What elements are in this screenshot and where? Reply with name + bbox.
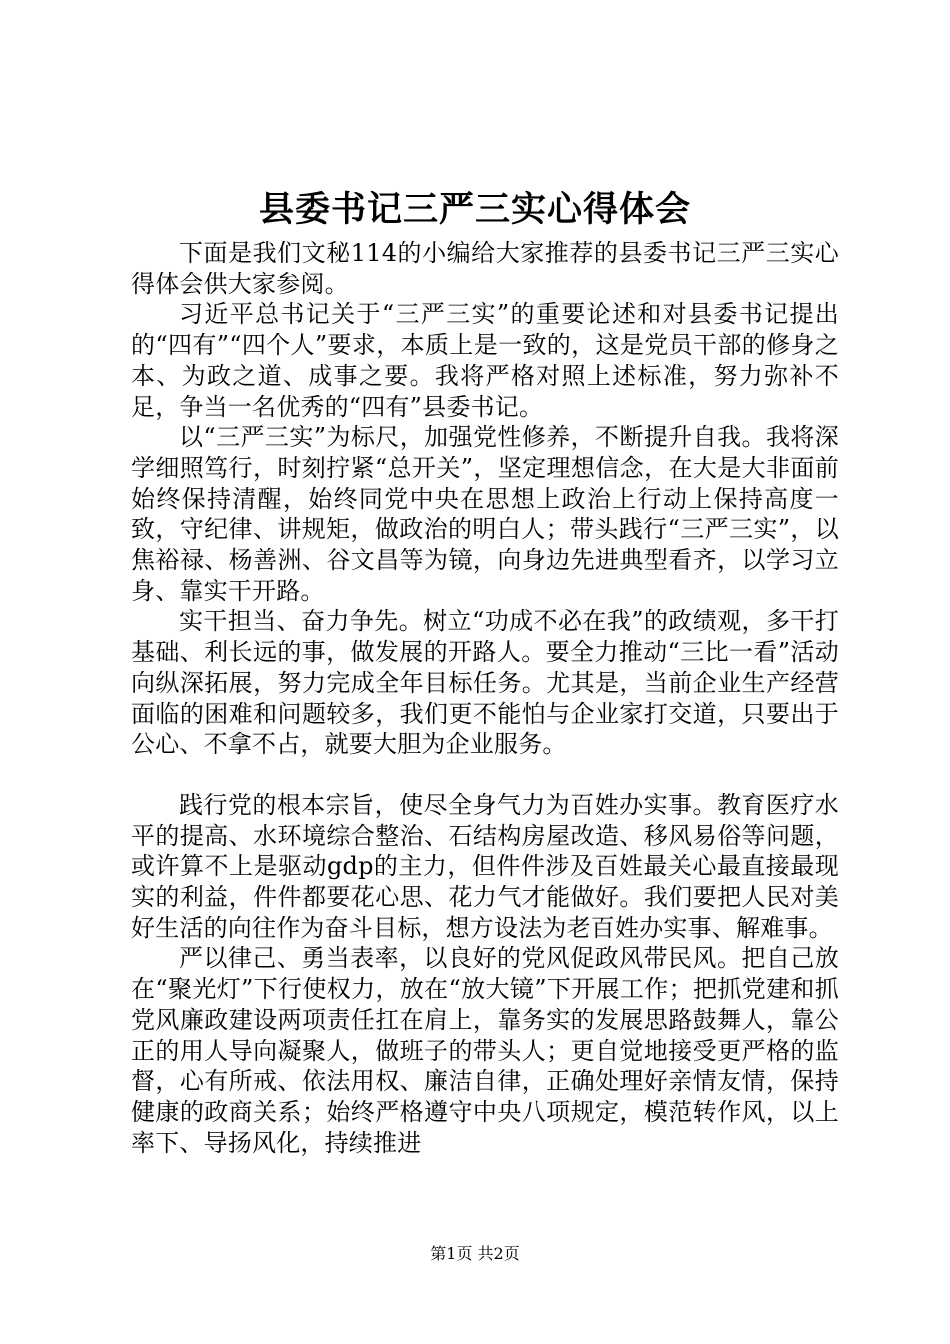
paragraph-5: 严以律己、勇当表率，以良好的党风促政风带民风。把自己放在“聚光灯”下行使权力，放在“放大镜”下开展工作；把抓党建和抓党风廉政建设两项责任扛在肩上，靠务实的发展思路鼓舞人，靠公正的用人导向凝聚人，做班子的带头人；更自觉地接受更严格的监督，心有所戒、依法用权、廉洁自律，正确处理好亲情友情，保持健康的政商关系；始终严格遵守中央八项规定，模范转作风，以上率下、导扬风化，持续推进 — [131, 944, 839, 1157]
document-title: 县委书记三严三实心得体会 — [258, 189, 691, 230]
paragraph-3: 实干担当、奋力争先。树立“功成不必在我”的政绩观，多干打基础、利长远的事，做发展的开路人。要全力推动“三比一看”活动向纵深拓展，努力完成全年目标任务。尤其是，当前企业生产经营面临的困难和问题较多，我们更不能怕与企业家打交道，只要出于公心、不拿不占，就要大胆为企业服务。 — [131, 607, 839, 759]
paragraph-1: 习近平总书记关于“三严三实”的重要论述和对县委书记提出的“四有”“四个人”要求，本质上是一致的，这是党员干部的修身之本、为政之道、成事之要。我将严格对照上述标准，努力弥补不足，争当一名优秀的“四有”县委书记。 — [131, 300, 839, 421]
page-footer: 第1页 共2页 — [430, 1244, 520, 1263]
paragraph-2: 以“三严三实”为标尺，加强党性修养，不断提升自我。我将深学细照笃行，时刻拧紧“总开关”，坚定理想信念，在大是大非面前始终保持清醒，始终同党中央在思想上政治上行动上保持高度一致，守纪律、讲规矩，做政治的明白人；带头践行“三严三实”，以焦裕禄、杨善洲、谷文昌等为镜，向身边先进典型看齐，以学习立身、靠实干开路。 — [131, 423, 839, 605]
document-body — [131, 238, 839, 1158]
paragraph-4: 践行党的根本宗旨，使尽全身气力为百姓办实事。教育医疗水平的提高、水环境综合整治、石结构房屋改造、移风易俗等问题，或许算不上是驱动gdp的主力，但件件涉及百姓最关心最直接最现实的利益，件件都要花心思、花力气才能做好。我们要把人民对美好生活的向往作为奋斗目标，想方设法为老百姓办实事、解难事。 — [131, 790, 839, 942]
paragraph-intro: 下面是我们文秘114的小编给大家推荐的县委书记三严三实心得体会供大家参阅。 — [131, 239, 839, 298]
